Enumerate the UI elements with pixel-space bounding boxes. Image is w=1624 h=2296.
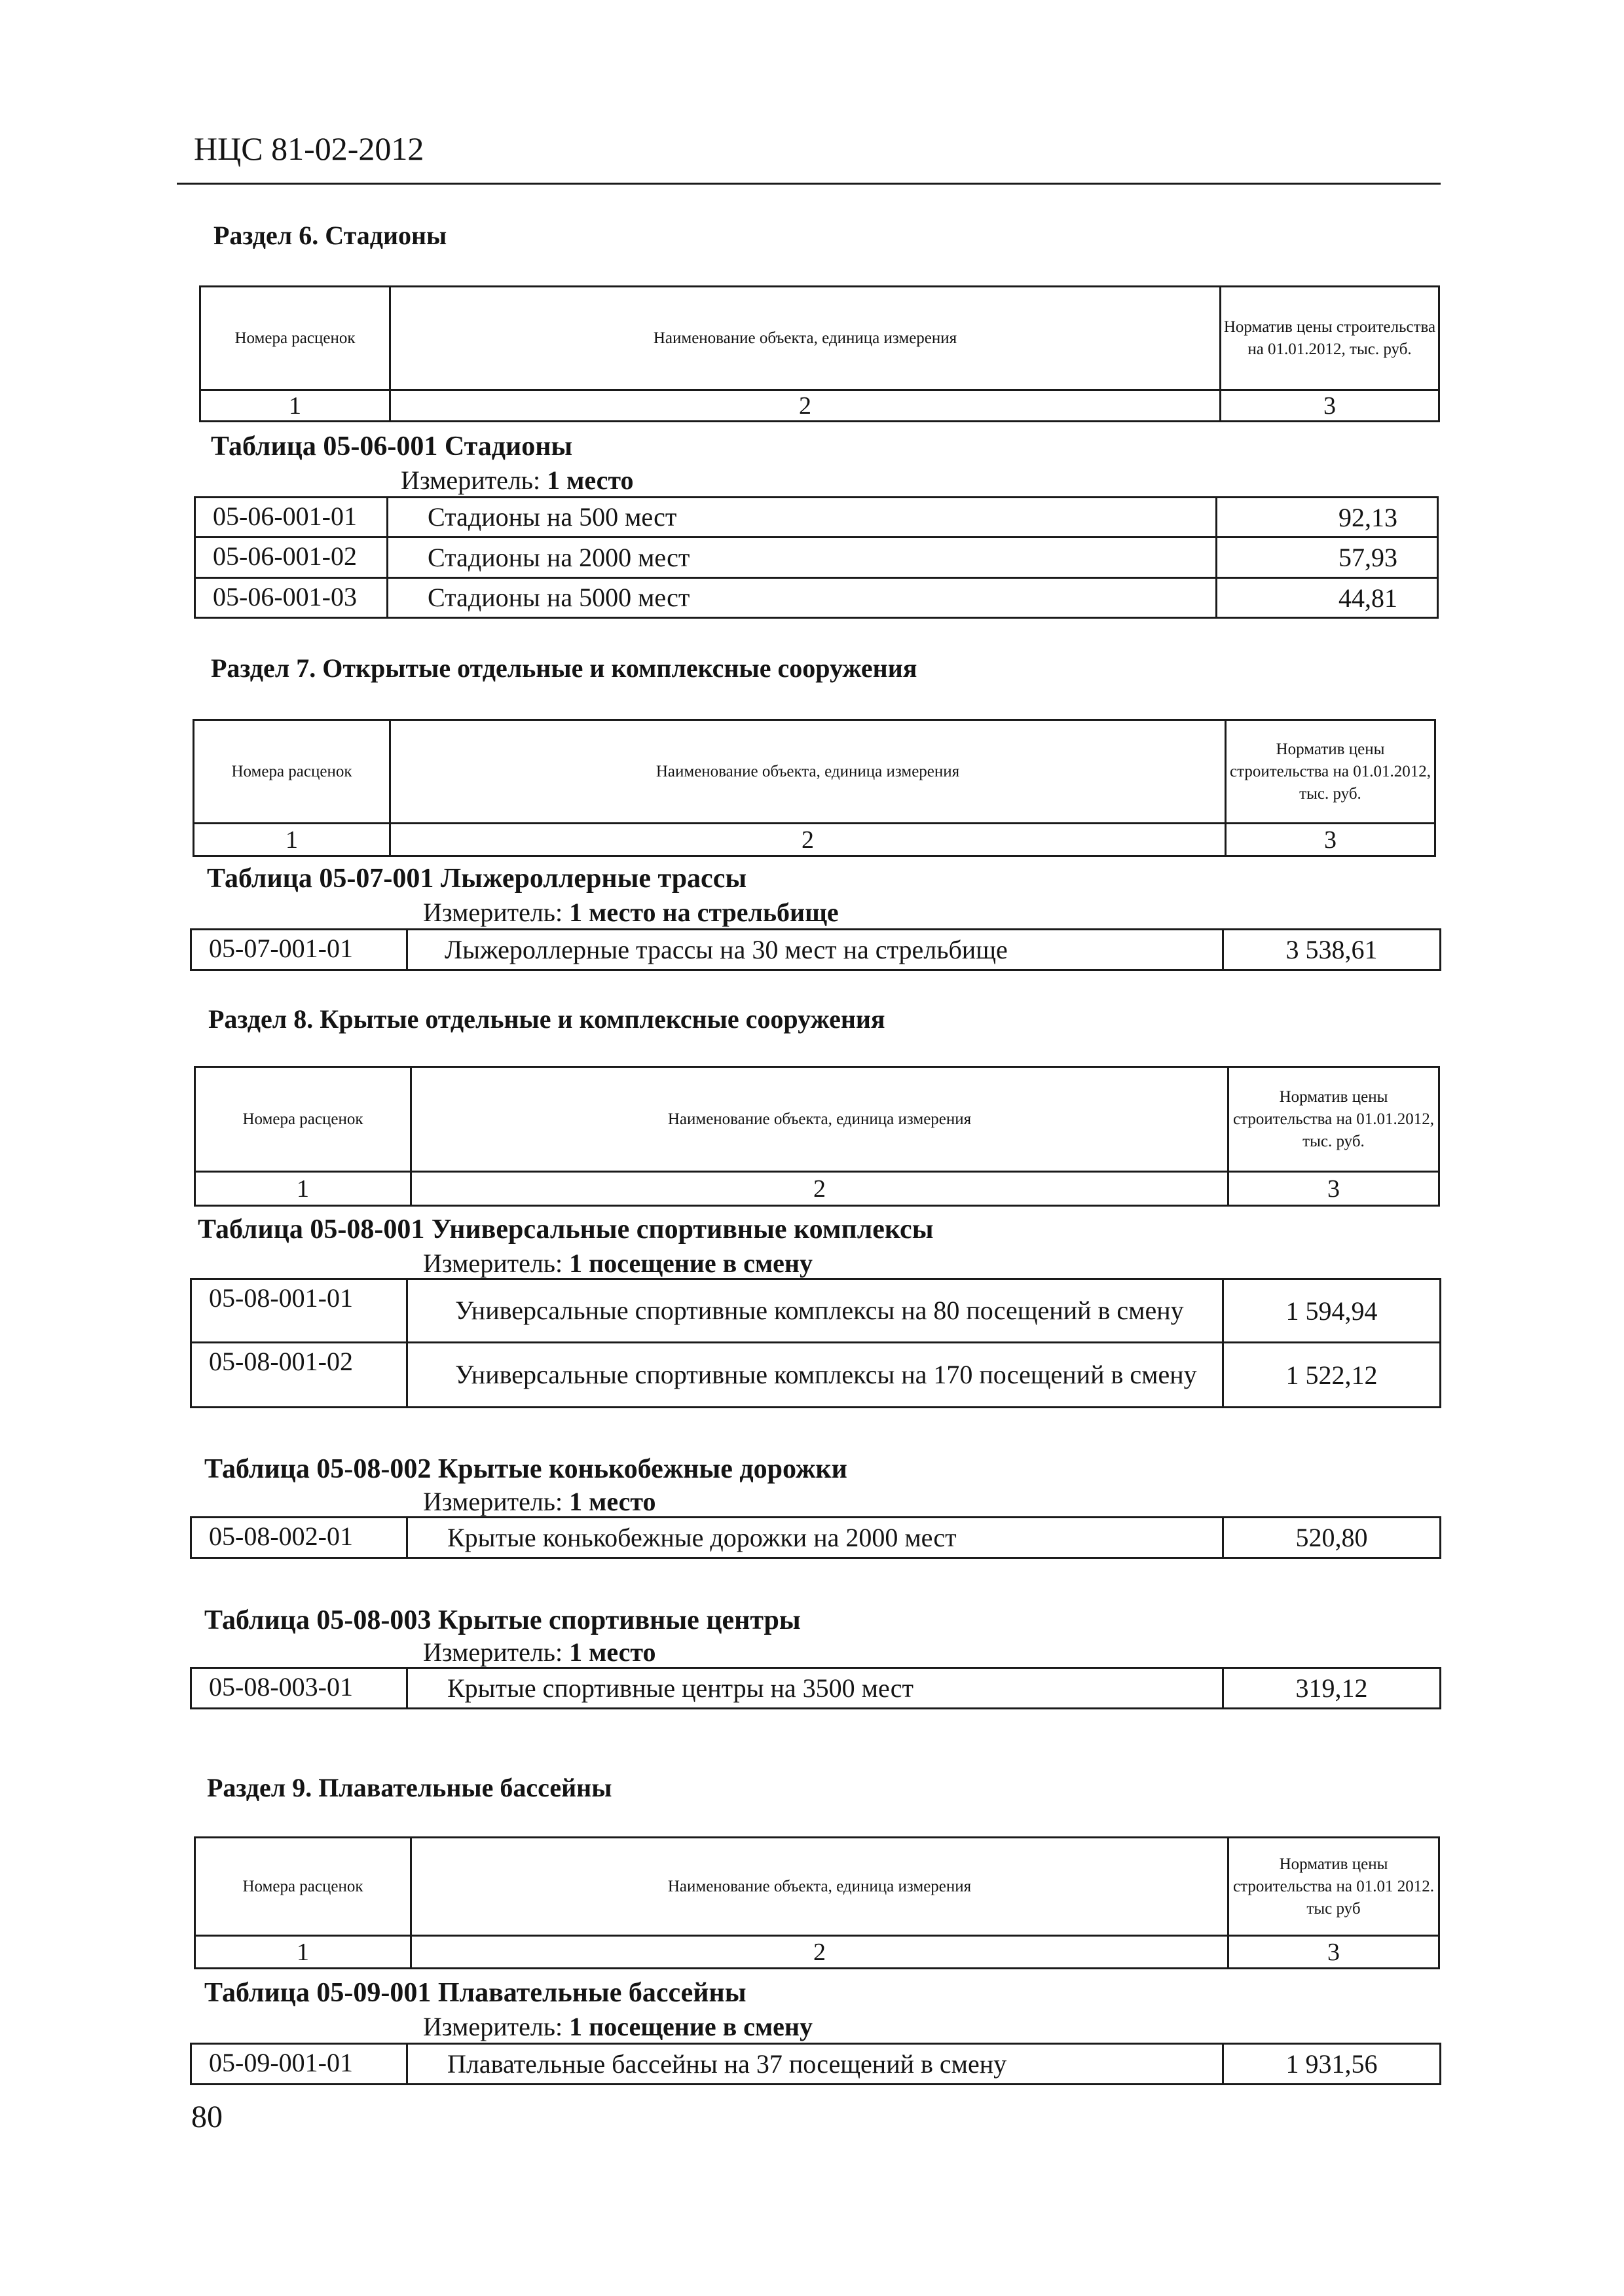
col-index-2: 2 [390, 390, 1221, 422]
row-price: 44,81 [1217, 578, 1438, 618]
row-name: Плавательные бассейны на 37 посещений в смену [407, 2044, 1223, 2085]
measure-prefix: Измеритель: [423, 1248, 563, 1278]
header-name: Наименование объекта, единица измерения [411, 1067, 1228, 1172]
column-header-table [194, 1066, 1440, 1207]
price-table [190, 1516, 1441, 1559]
col-index-3: 3 [1226, 824, 1435, 856]
measure-prefix: Измеритель: [423, 2012, 563, 2041]
header-code: Номера расценок [200, 287, 390, 390]
table-title: Таблица 05-08-001 Универсальные спортивные комплексы [198, 1214, 934, 1245]
column-header-table [194, 1836, 1440, 1969]
table-row [191, 1279, 1441, 1343]
row-code: 05-06-001-02 [195, 538, 388, 578]
table-row [191, 2044, 1441, 2085]
table-row [195, 578, 1438, 618]
col-index-2: 2 [411, 1936, 1228, 1969]
header-divider [177, 183, 1441, 185]
measure-value: 1 место [569, 1487, 656, 1516]
price-table [194, 496, 1439, 619]
measure-line [423, 1637, 656, 1667]
table-row [191, 1518, 1441, 1558]
header-code: Номера расценок [194, 720, 390, 824]
row-code: 05-08-002-01 [191, 1518, 407, 1558]
price-table [190, 928, 1441, 971]
table-title: Таблица 05-08-003 Крытые спортивные центры [204, 1605, 801, 1635]
col-index-2: 2 [390, 824, 1226, 856]
row-name: Крытые конькобежные дорожки на 2000 мест [407, 1518, 1223, 1558]
measure-prefix: Измеритель: [423, 898, 563, 927]
header-code: Номера расценок [195, 1067, 411, 1172]
row-price: 1 594,94 [1223, 1279, 1441, 1343]
row-code: 05-09-001-01 [191, 2044, 407, 2085]
section-title: Раздел 7. Открытые отдельные и комплексные сооружения [211, 653, 917, 683]
col-index-2: 2 [411, 1172, 1228, 1206]
header-price: Норматив цены строительства на 01.01 2012. тыс руб [1228, 1838, 1439, 1936]
col-index-3: 3 [1228, 1172, 1439, 1206]
row-code: 05-08-001-02 [191, 1343, 407, 1408]
section-title: Раздел 6. Стадионы [213, 221, 447, 250]
row-name: Стадионы на 500 мест [388, 498, 1217, 538]
col-index-1: 1 [195, 1936, 411, 1969]
row-code: 05-08-003-01 [191, 1668, 407, 1709]
column-header-table [193, 719, 1436, 857]
table-title: Таблица 05-09-001 Плавательные бассейны [204, 1978, 747, 2008]
col-index-1: 1 [194, 824, 390, 856]
table-row [195, 538, 1438, 578]
measure-prefix: Измеритель: [423, 1637, 563, 1667]
document-code: НЦС 81-02-2012 [194, 130, 424, 167]
row-name: Стадионы на 2000 мест [388, 538, 1217, 578]
header-name: Наименование объекта, единица измерения [411, 1838, 1228, 1936]
measure-value: 1 посещение в смену [569, 1248, 813, 1278]
measure-prefix: Измеритель: [423, 1487, 563, 1516]
header-name: Наименование объекта, единица измерения [390, 287, 1221, 390]
column-header-table [199, 285, 1440, 422]
row-price: 520,80 [1223, 1518, 1441, 1558]
row-price: 57,93 [1217, 538, 1438, 578]
header-name: Наименование объекта, единица измерения [390, 720, 1226, 824]
measure-line [423, 2011, 813, 2042]
row-name: Крытые спортивные центры на 3500 мест [407, 1668, 1223, 1709]
table-row [191, 1668, 1441, 1709]
col-index-1: 1 [195, 1172, 411, 1206]
col-index-1: 1 [200, 390, 390, 422]
price-table [190, 2043, 1441, 2085]
measure-value: 1 место [569, 1637, 656, 1667]
row-code: 05-08-001-01 [191, 1279, 407, 1343]
section-title: Раздел 9. Плавательные бассейны [207, 1773, 612, 1802]
header-price: Норматив цены строительства на 01.01.2012, тыс. руб. [1228, 1067, 1439, 1172]
table-row [191, 930, 1441, 970]
measure-line [423, 1248, 813, 1279]
measure-line [401, 465, 634, 496]
row-name: Универсальные спортивные комплексы на 170 посещений в смену [407, 1343, 1223, 1408]
row-code: 05-07-001-01 [191, 930, 407, 970]
header-price: Норматив цены строительства на 01.01.2012, тыс. руб. [1221, 287, 1439, 390]
row-price: 92,13 [1217, 498, 1438, 538]
col-index-3: 3 [1228, 1936, 1439, 1969]
measure-prefix: Измеритель: [401, 465, 541, 495]
row-code: 05-06-001-03 [195, 578, 388, 618]
row-code: 05-06-001-01 [195, 498, 388, 538]
measure-value: 1 место [547, 465, 634, 495]
measure-line [423, 1486, 656, 1517]
measure-line [423, 897, 839, 928]
table-title: Таблица 05-08-002 Крытые конькобежные дорожки [204, 1454, 847, 1484]
price-table [190, 1667, 1441, 1709]
table-row [195, 498, 1438, 538]
row-name: Стадионы на 5000 мест [388, 578, 1217, 618]
table-row [191, 1343, 1441, 1408]
section-title: Раздел 8. Крытые отдельные и комплексные сооружения [208, 1004, 885, 1034]
row-price: 1 522,12 [1223, 1343, 1441, 1408]
header-price: Норматив цены строительства на 01.01.2012, тыс. руб. [1226, 720, 1435, 824]
header-code: Номера расценок [195, 1838, 411, 1936]
col-index-3: 3 [1221, 390, 1439, 422]
table-title: Таблица 05-06-001 Стадионы [211, 431, 573, 462]
measure-value: 1 место на стрельбище [569, 898, 839, 927]
row-name: Лыжероллерные трассы на 30 мест на стрельбище [407, 930, 1223, 970]
table-title: Таблица 05-07-001 Лыжероллерные трассы [207, 864, 747, 894]
price-table [190, 1278, 1441, 1408]
row-name: Универсальные спортивные комплексы на 80 посещений в смену [407, 1279, 1223, 1343]
measure-value: 1 посещение в смену [569, 2012, 813, 2041]
row-price: 1 931,56 [1223, 2044, 1441, 2085]
page-number: 80 [191, 2100, 223, 2134]
row-price: 3 538,61 [1223, 930, 1441, 970]
row-price: 319,12 [1223, 1668, 1441, 1709]
